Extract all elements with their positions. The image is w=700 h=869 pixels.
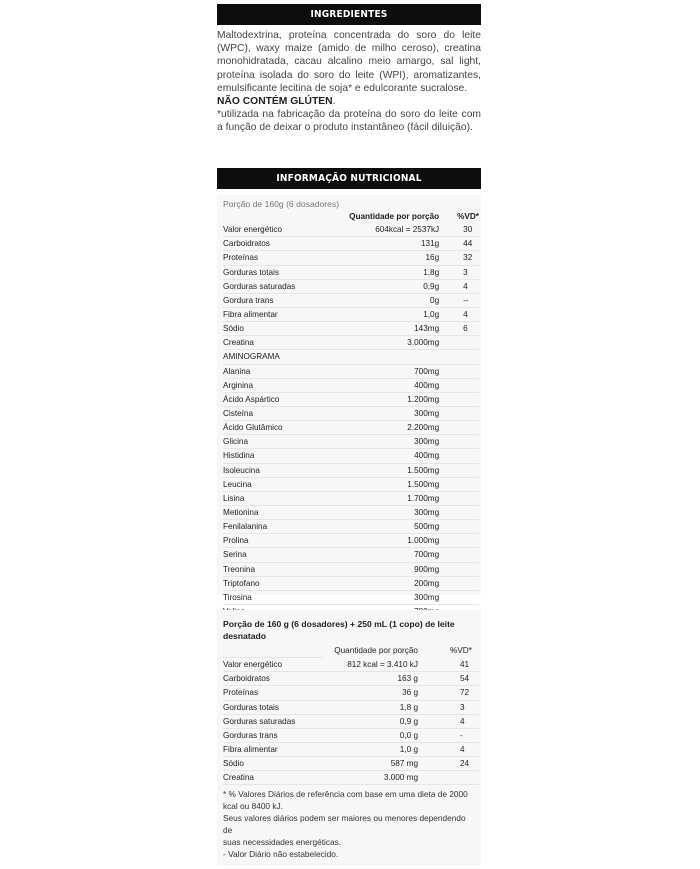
nutrient-quantity: 700mg	[321, 548, 443, 562]
nutrient-quantity: 1,0 g	[323, 742, 422, 756]
nutrient-quantity: 200mg	[321, 576, 443, 590]
nutrient-daily-value	[443, 336, 479, 350]
nutrient-daily-value	[443, 520, 479, 534]
nutrient-name: Carboidratos	[223, 672, 323, 686]
table-row	[223, 771, 479, 785]
nutrient-name: Sódio	[223, 322, 321, 336]
nutrition-panel-powder	[217, 195, 481, 602]
nutrient-quantity: 587 mg	[323, 757, 422, 771]
table-row	[223, 421, 479, 435]
nutrient-name: Valor energético	[223, 223, 321, 237]
nutrient-quantity: 1.700mg	[321, 491, 443, 505]
nutrient-daily-value	[443, 350, 479, 364]
nutrient-daily-value: 30	[443, 223, 479, 237]
nutrient-quantity: 3.000 mg	[323, 771, 422, 785]
nutrient-quantity: 16g	[321, 251, 443, 265]
nutrient-daily-value: 24	[422, 757, 479, 771]
nutrient-daily-value	[443, 477, 479, 491]
table-header-row	[223, 644, 479, 658]
nutrient-quantity: 143mg	[321, 322, 443, 336]
nutrient-name: Glicina	[223, 435, 321, 449]
nutrient-daily-value	[443, 406, 479, 420]
table-row	[223, 658, 479, 672]
nutrient-quantity: 1,0g	[321, 307, 443, 321]
nutrient-name: Sódio	[223, 757, 323, 771]
nutrient-daily-value	[443, 392, 479, 406]
nutrient-daily-value	[443, 449, 479, 463]
nutrition-table-powder	[223, 210, 479, 619]
nutrient-name: Cisteína	[223, 406, 321, 420]
nutrient-quantity: 604kcal = 2537kJ	[321, 223, 443, 237]
nutrient-quantity: 300mg	[321, 435, 443, 449]
nutrient-daily-value	[443, 421, 479, 435]
table-row	[223, 520, 479, 534]
nutrient-name: Proteínas	[223, 251, 321, 265]
footnote-line: Seus valores diários podem ser maiores ou menores dependendo de	[223, 813, 466, 836]
nutrition-table-powder-body	[223, 223, 479, 618]
nutrition-heading-banner	[217, 168, 481, 189]
table-row	[223, 336, 479, 350]
nutrient-name: Gorduras saturadas	[223, 714, 323, 728]
table-row	[223, 265, 479, 279]
nutrient-name: Serina	[223, 548, 321, 562]
table-row	[223, 491, 479, 505]
table-row	[223, 392, 479, 406]
nutrient-daily-value: 32	[443, 251, 479, 265]
nutrient-quantity: 131g	[321, 237, 443, 251]
nutrient-daily-value: 3	[422, 700, 479, 714]
nutrient-quantity: 0g	[321, 293, 443, 307]
nutrient-quantity: 812 kcal = 3.410 kJ	[323, 658, 422, 672]
nutrient-name: Arginina	[223, 378, 321, 392]
table-row	[223, 350, 479, 364]
table-row	[223, 714, 479, 728]
nutrient-quantity: 1.000mg	[321, 534, 443, 548]
nutrient-daily-value: 72	[422, 686, 479, 700]
gluten-warning-line	[217, 95, 481, 108]
nutrient-daily-value: 4	[443, 279, 479, 293]
nutrient-name: Gorduras trans	[223, 728, 323, 742]
nutrient-name: AMINOGRAMA	[223, 350, 321, 364]
col-header-name	[223, 644, 323, 658]
nutrient-name: Fibra alimentar	[223, 742, 323, 756]
nutrient-quantity: 1.500mg	[321, 463, 443, 477]
nutrient-name: Creatina	[223, 336, 321, 350]
nutrient-quantity: 163 g	[323, 672, 422, 686]
nutrient-daily-value	[443, 435, 479, 449]
nutrient-quantity: 700mg	[321, 364, 443, 378]
table-row	[223, 378, 479, 392]
nutrient-daily-value	[443, 562, 479, 576]
ingredients-list: Maltodextrina, proteína concentrada do soro do leite (WPC), waxy maize (amido de milho ceroso), creatina monohidratada, cacau alcalino meio amargo, sal light, proteína isolada do soro do leite (WPI), aromatizantes, emulsificante lecitina de soja* e edulcorante sucralose.	[217, 30, 481, 94]
nutrient-quantity: 1.200mg	[321, 392, 443, 406]
footnote-line: * % Valores Diários de referência com base em uma dieta de 2000 kcal ou 8400 kJ.	[223, 789, 468, 812]
nutrient-daily-value: 41	[422, 658, 479, 672]
col-header-daily-value: %VD*	[457, 212, 479, 222]
nutrient-daily-value: 6	[443, 322, 479, 336]
nutrient-name: Alanina	[223, 364, 321, 378]
nutrient-name: Leucina	[223, 477, 321, 491]
portion-size-with-milk: Porção de 160 g (6 dosadores) + 250 mL (1 copo) de leite desnatado	[223, 619, 455, 641]
nutrient-quantity: 900mg	[321, 562, 443, 576]
nutrient-name: Prolina	[223, 534, 321, 548]
ingredients-heading-banner	[217, 4, 481, 25]
nutrient-name: Histidina	[223, 449, 321, 463]
nutrient-name: Creatina	[223, 771, 323, 785]
table-row	[223, 534, 479, 548]
ingredients-section	[217, 29, 481, 135]
nutrient-daily-value	[443, 463, 479, 477]
nutrient-daily-value	[443, 505, 479, 519]
nutrient-daily-value: --	[443, 293, 479, 307]
nutrition-panel-with-milk	[217, 610, 481, 865]
nutrition-table-with-milk	[223, 644, 479, 785]
ingredients-footnote: *utilizada na fabricação da proteína do soro do leite com a função de deixar o produto instantâneo (fácil diluição).	[217, 109, 481, 134]
table-row	[223, 293, 479, 307]
nutrient-name: Gorduras totais	[223, 700, 323, 714]
nutrient-quantity: 1,8 g	[323, 700, 422, 714]
table-row	[223, 757, 479, 771]
table-row	[223, 672, 479, 686]
col-header-daily-value: %VD*	[450, 646, 472, 656]
nutrient-name: Ácido Glutâmico	[223, 421, 321, 435]
nutrient-name: Gorduras saturadas	[223, 279, 321, 293]
nutrient-name: Valor energético	[223, 658, 323, 672]
table-row	[223, 322, 479, 336]
table-row	[223, 435, 479, 449]
portion-size: Porção de 160g (6 dosadores)	[223, 199, 340, 209]
table-row	[223, 728, 479, 742]
nutrient-quantity: 500mg	[321, 520, 443, 534]
table-row	[223, 463, 479, 477]
table-row	[223, 562, 479, 576]
nutrition-table-with-milk-body	[223, 658, 479, 785]
nutrient-quantity: 400mg	[321, 378, 443, 392]
table-row	[223, 406, 479, 420]
nutrient-quantity	[321, 350, 443, 364]
table-row	[223, 686, 479, 700]
nutrient-name: Triptofano	[223, 576, 321, 590]
table-row	[223, 364, 479, 378]
table-row	[223, 237, 479, 251]
nutrient-daily-value	[443, 548, 479, 562]
nutrient-name: Isoleucina	[223, 463, 321, 477]
nutrient-name: Gordura trans	[223, 293, 321, 307]
table-row	[223, 449, 479, 463]
nutrient-quantity: 2.200mg	[321, 421, 443, 435]
table-header-row	[223, 210, 479, 223]
nutrient-daily-value: 54	[422, 672, 479, 686]
nutrient-quantity: 1,8g	[321, 265, 443, 279]
nutrient-name: Gorduras totais	[223, 265, 321, 279]
ingredients-heading: INGREDIENTES	[310, 9, 388, 20]
nutrient-quantity: 400mg	[321, 449, 443, 463]
col-header-quantity: Quantidade por porção	[349, 212, 440, 222]
nutrient-daily-value: 3	[443, 265, 479, 279]
col-header-quantity: Quantidade por porção	[334, 646, 418, 656]
nutrient-daily-value	[443, 364, 479, 378]
nutrient-quantity: 0,9g	[321, 279, 443, 293]
table-row	[223, 590, 479, 604]
nutrient-name: Carboidratos	[223, 237, 321, 251]
nutrient-daily-value: 4	[422, 714, 479, 728]
nutrient-quantity: 300mg	[321, 406, 443, 420]
gluten-warning-period: .	[332, 96, 336, 108]
table-row	[223, 279, 479, 293]
nutrient-name: Tirosina	[223, 590, 321, 604]
nutrient-quantity: 0,9 g	[323, 714, 422, 728]
table-row	[223, 477, 479, 491]
nutrient-daily-value	[422, 771, 479, 785]
nutrient-daily-value	[443, 534, 479, 548]
nutrient-daily-value	[443, 491, 479, 505]
nutrient-daily-value: 4	[443, 307, 479, 321]
gluten-warning: NÃO CONTÉM GLÚTEN	[217, 96, 333, 108]
nutrition-footnotes	[223, 788, 477, 861]
footnote-line: - Valor Diário não estabelecido.	[223, 849, 339, 860]
nutrient-name: Fenilalanina	[223, 520, 321, 534]
table-row	[223, 548, 479, 562]
nutrient-daily-value: 4	[422, 742, 479, 756]
nutrient-name: Metionina	[223, 505, 321, 519]
nutrient-quantity: 1.500mg	[321, 477, 443, 491]
nutrient-daily-value: -	[422, 728, 479, 742]
table-row	[223, 223, 479, 237]
nutrient-quantity: 300mg	[321, 505, 443, 519]
nutrition-heading: INFORMAÇÃO NUTRICIONAL	[276, 173, 422, 184]
table-row	[223, 307, 479, 321]
nutrient-quantity: 36 g	[323, 686, 422, 700]
nutrient-daily-value	[443, 576, 479, 590]
table-row	[223, 505, 479, 519]
nutrient-daily-value	[443, 590, 479, 604]
nutrient-name: Lisina	[223, 491, 321, 505]
nutrient-daily-value: 44	[443, 237, 479, 251]
table-row	[223, 742, 479, 756]
nutrient-name: Ácido Aspártico	[223, 392, 321, 406]
col-header-name	[223, 210, 321, 223]
table-row	[223, 576, 479, 590]
nutrient-quantity: 0,0 g	[323, 728, 422, 742]
nutrient-name: Proteínas	[223, 686, 323, 700]
nutrient-name: Fibra alimentar	[223, 307, 321, 321]
table-row	[223, 700, 479, 714]
nutrient-quantity: 300mg	[321, 590, 443, 604]
table-row	[223, 251, 479, 265]
nutrient-daily-value	[443, 378, 479, 392]
nutrient-quantity: 3.000mg	[321, 336, 443, 350]
footnote-line: suas necessidades energéticas.	[223, 837, 342, 848]
nutrient-name: Treonina	[223, 562, 321, 576]
